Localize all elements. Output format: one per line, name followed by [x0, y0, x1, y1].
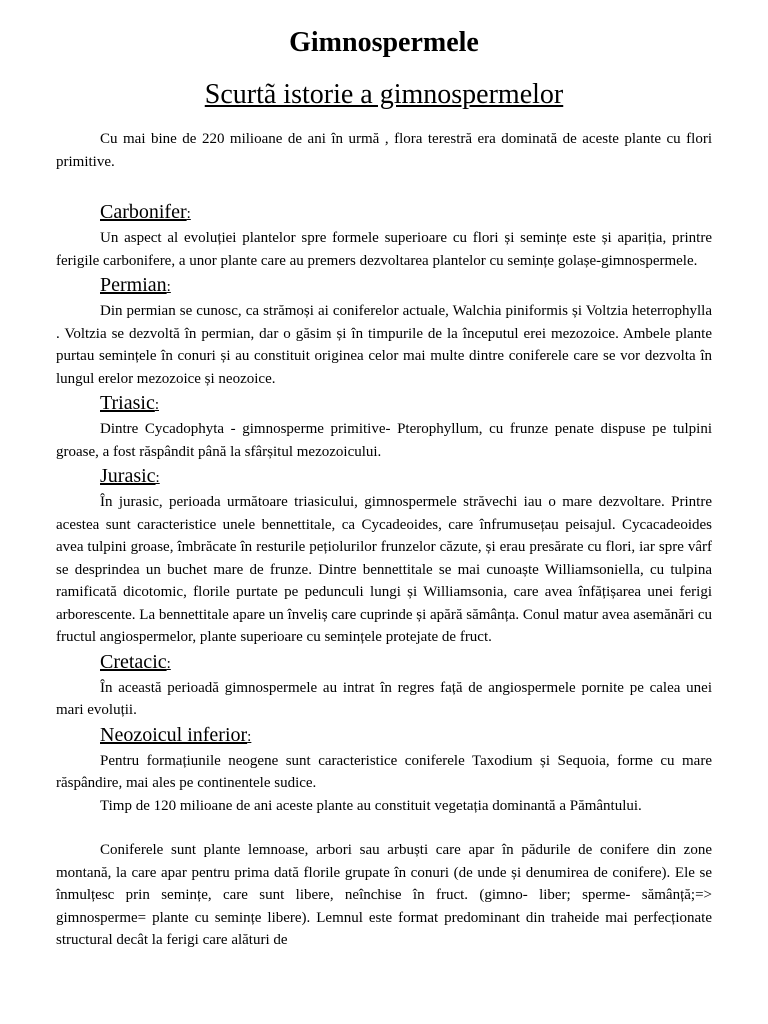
section-heading-permian: Permian:	[100, 274, 171, 296]
section-heading-triasic: Triasic:	[100, 392, 159, 414]
section-paragraph-carbonifer: Un aspect al evoluției plantelor spre formele superioare cu flori și semințe este și apariția, printre ferigile carbonifere, a unor plante care au premers dezvoltarea plantelor cu semințe golașe-gimnospermele.	[56, 230, 712, 269]
section-paragraph-jurasic: În jurasic, perioada următoare triasicului, gimnospermele străvechi iau o mare dezvoltare. Printre acestea sunt caracteristice unele bennettitale, ca Cycadeoides, care înfrumusețau peisajul. Cycacadeoides avea tulpini groase, îmbrăcate în resturile pețiolurilor frunzelor căzute, și erau presărate cu flori, iar spre vârf se desprindea un buchet mare de frunze. Dintre bennettitale se mai cunoaște Williamsoniella, cu tulpina ramificată dicotomic, florile purtate pe pedunculi lungi și Williamsonia, care avea înfățișarea unei ferigi arborescente. La bennettitale apare un înveliș care cuprinde și apără sămânța. Conul matur avea asemănări cu fructul angiospermelor, plante superioare cu semințele protejate de fruct.	[56, 494, 712, 645]
section-heading-cretacic: Cretacic:	[100, 650, 171, 673]
section-paragraph-neozoic-1: Pentru formațiunile neogene sunt caracteristice coniferele Taxodium și Sequoia, forme cu mare răspândire, mai ales pe continentele sudice.	[56, 752, 712, 791]
closing-paragraph: Coniferele sunt plante lemnoase, arbori sau arbuști care apar în pădurile de conifere din zone montană, la care apar pentru prima dată florile grupate în conuri (de unde și denumirea de conifere). Ele se înmulțesc prin semințe, care sunt libere, neînchise în fruct. (gimno- liber; sperme- sămânță;=> gimnosperme= plante cu semințe libere). Lemnul este format predominant din traheide mai perfecționate structural decât la ferigi care alături de	[56, 842, 712, 948]
paragraph-gap	[56, 817, 712, 839]
section-paragraph-triasic: Dintre Cycadophyta - gimnosperme primitive- Pterophyllum, cu frunze penate dispuse pe tulpini groase, a fost răspândit până la sfârșitul mezozoicului.	[56, 421, 712, 460]
document-subtitle: Scurtã istorie a gimnospermelor	[204, 79, 564, 110]
section-paragraph-permian: Din permian se cunosc, ca strămoși ai coniferelor actuale, Walchia piniformis și Voltzia heterrophylla . Voltzia se dezvoltă în permian, dar o găsim și în timpurile de la începutul erei mezozoice. Ambele plante purtau semințele în conuri și au constituit originea celor mai multe dintre coniferele care se vor dezvolta în lungul erelor mezozoice și neozoice.	[56, 303, 712, 387]
section-heading-carbonifer: Carbonifer:	[100, 201, 191, 223]
section-paragraph-cretacic: În această perioadă gimnospermele au intrat în regres față de angiospermele pornite pe calea unei mari evoluții.	[56, 679, 712, 718]
intro-paragraph: Cu mai bine de 220 milioane de ani în urmă , flora terestră era dominată de aceste plante cu flori primitive.	[56, 131, 712, 170]
section-heading-jurasic: Jurasic:	[100, 465, 160, 487]
document-title: Gimnospermele	[289, 27, 479, 58]
section-heading-neozoicul-inferior: Neozoicul inferior:	[100, 723, 252, 746]
section-paragraph-neozoic-2: Timp de 120 milioane de ani aceste plante au constituit vegetația dominantă a Pământului.	[100, 797, 642, 814]
document-page	[56, 26, 712, 952]
